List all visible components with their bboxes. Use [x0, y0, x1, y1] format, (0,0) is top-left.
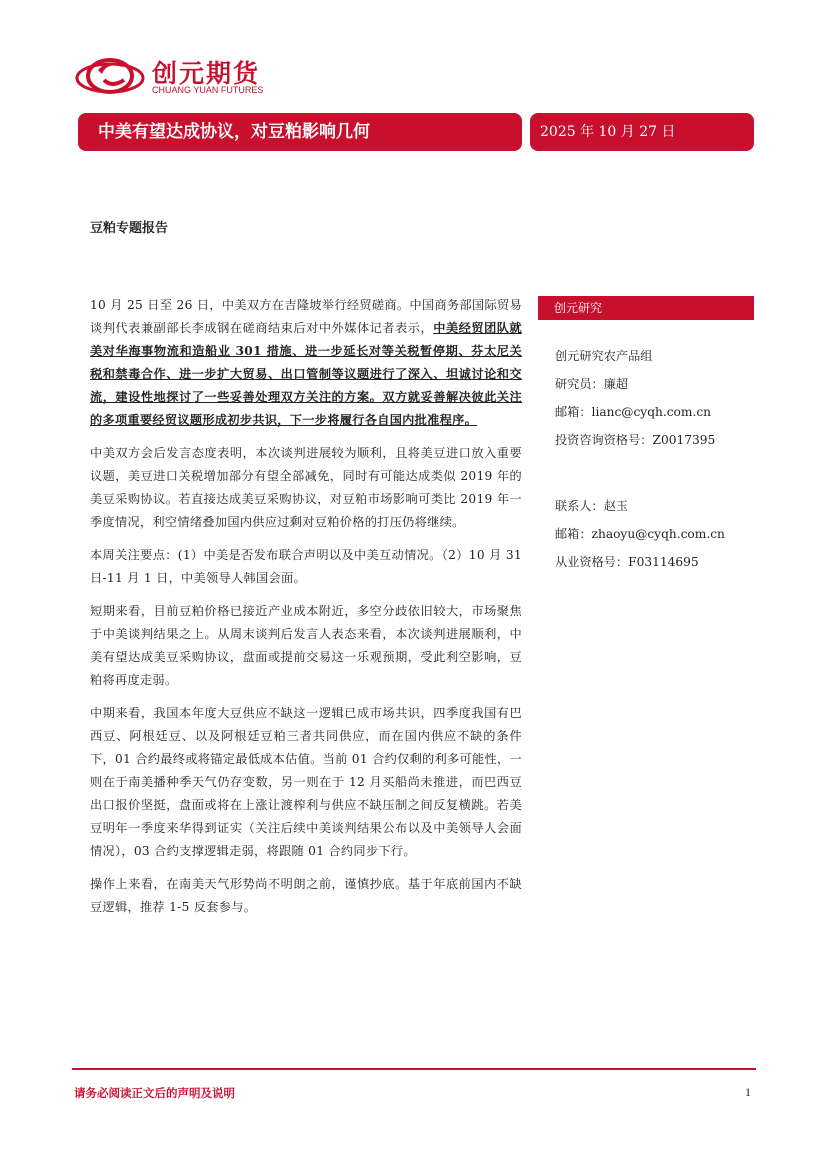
report-type-label: 豆粕专题报告 — [90, 221, 169, 236]
paragraph-1-intro: 10 月 25 日至 26 日，中美双方在吉隆坡举行经贸磋商。中国商务部国际贸易谈判代表兼副部长李成钢在磋商结束后对中外媒体记者表示， — [90, 298, 522, 335]
researcher-license: 投资咨询资格号：Z0017395 — [555, 433, 716, 447]
report-title: 中美有望达成协议，对豆粕影响几何 — [78, 113, 522, 151]
contact-license: 从业资格号：F03114695 — [555, 555, 699, 569]
paragraph-1-highlight: 中美经贸团队就美对华海事物流和造船业 301 措施、进一步延长对等关税暂停期、芬太尼关税和禁毒合作、进一步扩大贸易、出口管制等议题进行了深入、坦诚讨论和交流，建设性地探讨了一些妥善处理双方关注的方案。双方就妥善解决彼此关注的多项重要经贸议题形成初步共识，下一步将履行各自国内批准程序。 — [90, 321, 522, 427]
paragraph-1 — [90, 294, 522, 432]
contact-name: 联系人：赵玉 — [555, 499, 629, 513]
brand-swirl-icon — [74, 52, 146, 98]
brand-name-cn: 创元期货 — [152, 59, 261, 88]
sidebar-heading: 创元研究 — [538, 296, 754, 320]
paragraph-2: 中美双方会后发言态度表明，本次谈判进展较为顺利，且将美豆进口放入重要议题，美豆进口关税增加部分有望全部减免，同时有可能达成类似 2019 年的美豆采购协议。若直接达成美豆采购协议，对豆粕市场影响可类比 2019 年一季度情况，利空情绪叠加国内供应过剩对豆粕价格的打压仍将继续。 — [90, 446, 522, 529]
research-group: 创元研究农产品组 — [555, 349, 653, 363]
paragraph-3: 本周关注要点：(1）中美是否发布联合声明以及中美互动情况。（2）10 月 31 日-11 月 1 日，中美领导人韩国会面。 — [90, 548, 522, 585]
paragraph-5: 中期来看，我国本年度大豆供应不缺这一逻辑已成市场共识，四季度我国有巴西豆、阿根廷豆、以及阿根廷豆粕三者共同供应，而在国内供应不缺的条件下，01 合约最终或将锚定最低成本估值。当前 01 合约仅剩的利多可能性，一则在于南美播种季天气仍存变数，另一则在于 12 月买船尚未推进，而巴西豆出口报价坚挺，盘面或将在上涨让渡榨利与供应不缺压制之间反复横跳。若美豆明年一季度来华得到证实（关注后续中美谈判结果公布以及中美领导人会面情况），03 合约支撑逻辑走弱，将跟随 01 合约同步下行。 — [90, 706, 522, 858]
page-number: 1 — [745, 1085, 751, 1099]
report-date: 2025 年 10 月 27 日 — [530, 113, 754, 151]
researcher-email[interactable]: 邮箱：lianc@cyqh.com.cn — [555, 405, 711, 419]
paragraph-4: 短期来看，目前豆粕价格已接近产业成本附近，多空分歧依旧较大，市场聚焦于中美谈判结果之上。从周末谈判后发言人表态来看，本次谈判进展顺利，中美有望达成美豆采购协议，盘面或提前交易这一乐观预期，受此利空影响，豆粕将再度走弱。 — [90, 604, 522, 687]
brand-name-en: CHUANG YUAN FUTURES — [152, 85, 264, 95]
footer-divider — [72, 1068, 756, 1070]
footer-disclaimer: 请务必阅读正文后的声明及说明 — [74, 1086, 235, 1100]
report-body — [90, 294, 522, 929]
paragraph-6: 操作上来看，在南美天气形势尚不明朗之前，谨慎抄底。基于年底前国内不缺豆逻辑，推荐 1-5 反套参与。 — [90, 877, 522, 914]
company-logo — [74, 52, 274, 98]
contact-email[interactable]: 邮箱：zhaoyu@cyqh.com.cn — [555, 527, 725, 541]
author-info — [555, 342, 755, 576]
researcher-name: 研究员：廉超 — [555, 377, 629, 391]
